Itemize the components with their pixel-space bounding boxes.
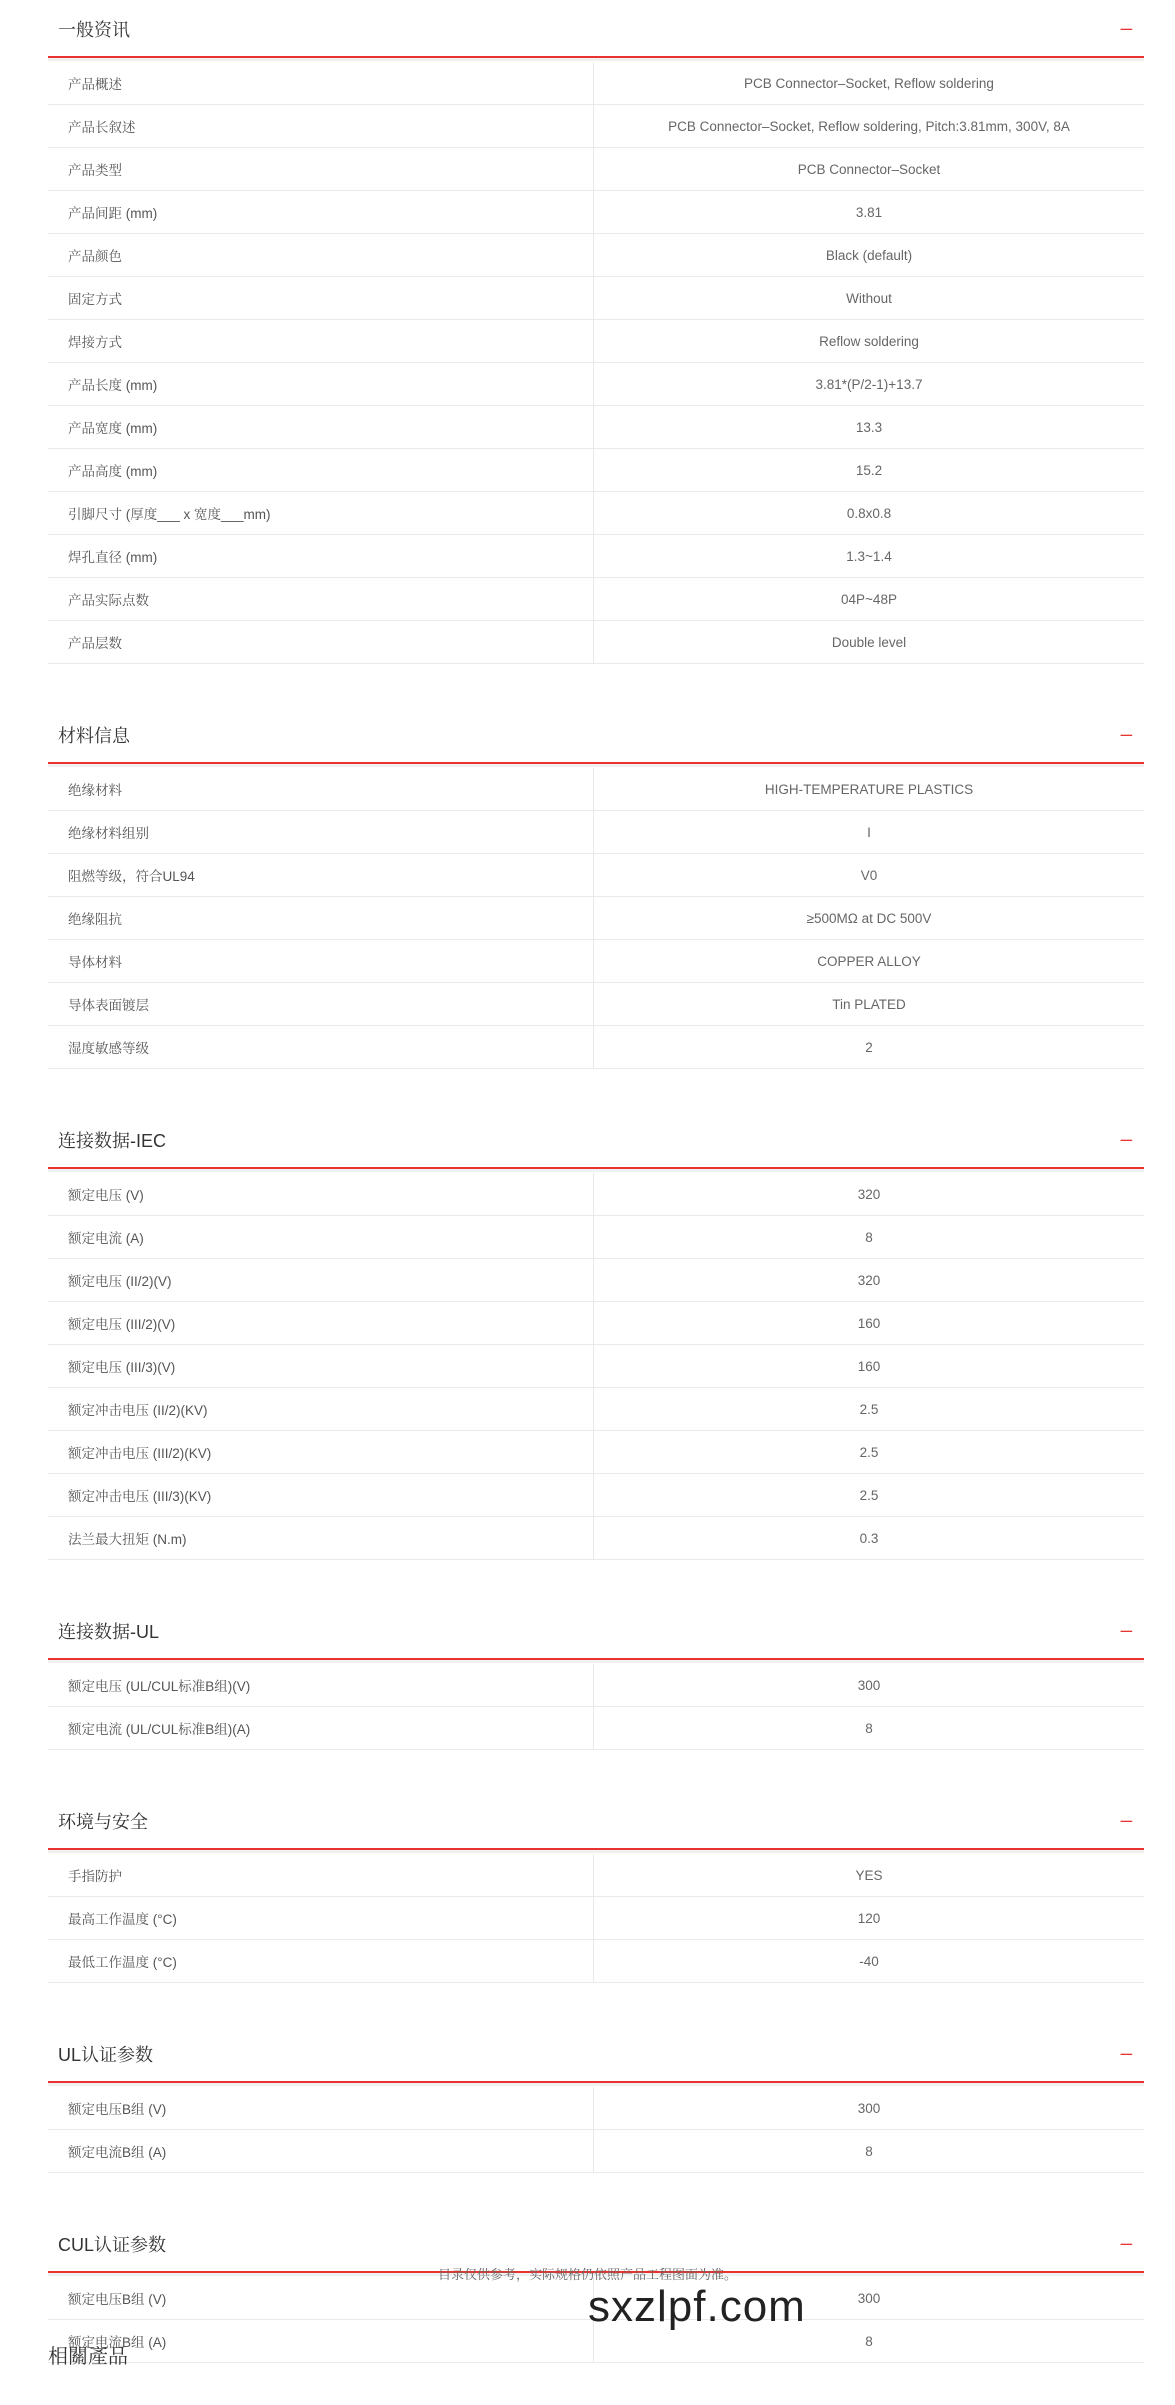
- spec-label: 绝缘材料: [48, 768, 594, 810]
- spec-row: [48, 1302, 1144, 1345]
- spec-value: 120: [857, 1910, 881, 1926]
- spec-row: [48, 1897, 1144, 1940]
- spec-row: [48, 1940, 1144, 1983]
- spec-label: 最低工作温度 (°C): [48, 1940, 594, 1982]
- spec-label: 阻燃等级，符合UL94: [48, 854, 594, 896]
- spec-label: 法兰最大扭矩 (N.m): [48, 1517, 594, 1559]
- collapse-icon[interactable]: _: [1120, 9, 1132, 31]
- related-products-title: 相關產品: [48, 2346, 128, 2368]
- spec-value: 8: [865, 1720, 873, 1736]
- spec-section: [48, 2025, 1144, 2173]
- spec-row: [48, 983, 1144, 1026]
- spec-value: 0.8x0.8: [846, 505, 892, 521]
- spec-row: [48, 449, 1144, 492]
- spec-value: 300: [857, 1677, 881, 1693]
- spec-row: [48, 1854, 1144, 1897]
- spec-section: [48, 0, 1144, 664]
- spec-label: 绝缘阻抗: [48, 897, 594, 939]
- spec-value: 8: [865, 2143, 873, 2159]
- spec-label: 产品间距 (mm): [48, 191, 594, 233]
- spec-row: [48, 1216, 1144, 1259]
- collapse-icon[interactable]: _: [1120, 1801, 1132, 1823]
- spec-row: [48, 277, 1144, 320]
- spec-label: 手指防护: [48, 1854, 594, 1896]
- spec-row: [48, 191, 1144, 234]
- spec-row: [48, 621, 1144, 664]
- spec-row: [48, 897, 1144, 940]
- spec-value: Reflow soldering: [819, 333, 919, 349]
- spec-row: [48, 148, 1144, 191]
- spec-row: [48, 1345, 1144, 1388]
- spec-value: 0.3: [859, 1530, 879, 1546]
- spec-value: 2.5: [859, 1444, 879, 1460]
- spec-label: 额定电压 (UL/CUL标准B组)(V): [48, 1664, 594, 1706]
- spec-row: [48, 1474, 1144, 1517]
- spec-label: 额定电压 (III/3)(V): [48, 1345, 594, 1387]
- spec-row: [48, 1173, 1144, 1216]
- spec-section: [48, 1792, 1144, 1983]
- spec-label: 额定电压B组 (V): [48, 2087, 594, 2129]
- spec-label: 额定电流B组 (A): [48, 2320, 594, 2362]
- spec-value: 2.5: [859, 1401, 879, 1417]
- section-title: CUL认证参数: [58, 2235, 167, 2255]
- spec-row: [48, 1431, 1144, 1474]
- spec-row: [48, 578, 1144, 621]
- spec-value: 160: [857, 1315, 881, 1331]
- spec-row: [48, 1026, 1144, 1069]
- spec-value: 13.3: [855, 419, 883, 435]
- spec-label: 额定电压 (V): [48, 1173, 594, 1215]
- spec-value: PCB Connector–Socket: [797, 161, 941, 177]
- spec-value: Tin PLATED: [832, 996, 906, 1012]
- footer-note: 目录仅供参考，实际规格仍依照产品工程图面为准。: [437, 2267, 737, 2282]
- section-title: UL认证参数: [58, 2045, 154, 2065]
- spec-value: PCB Connector–Socket, Reflow soldering: [744, 75, 994, 91]
- spec-label: 产品宽度 (mm): [48, 406, 594, 448]
- spec-label: 产品类型: [48, 148, 594, 190]
- spec-label: 产品层数: [48, 621, 594, 663]
- spec-row: [48, 62, 1144, 105]
- spec-value: ≥500MΩ at DC 500V: [806, 910, 932, 926]
- spec-value: Double level: [831, 634, 907, 650]
- spec-label: 导体表面镀层: [48, 983, 594, 1025]
- spec-label: 产品概述: [48, 62, 594, 104]
- spec-label: 额定电流B组 (A): [48, 2130, 594, 2172]
- spec-label: 额定电压 (III/2)(V): [48, 1302, 594, 1344]
- spec-label: 湿度敏感等级: [48, 1026, 594, 1068]
- spec-value: 1.3~1.4: [846, 548, 892, 564]
- spec-section: [48, 706, 1144, 1069]
- section-title: 环境与安全: [58, 1812, 148, 1832]
- spec-label: 产品长叙述: [48, 105, 594, 147]
- section-title: 连接数据-IEC: [58, 1131, 166, 1151]
- spec-label: 额定冲击电压 (III/2)(KV): [48, 1431, 594, 1473]
- spec-row: [48, 406, 1144, 449]
- spec-row: [48, 1707, 1144, 1750]
- spec-label: 焊接方式: [48, 320, 594, 362]
- spec-value: HIGH-TEMPERATURE PLASTICS: [764, 781, 974, 797]
- section-header[interactable]: [48, 1792, 1144, 1850]
- spec-label: 额定电压B组 (V): [48, 2277, 594, 2319]
- spec-row: [48, 854, 1144, 897]
- spec-value: Without: [846, 290, 892, 306]
- spec-row: [48, 1517, 1144, 1560]
- section-header[interactable]: [48, 1111, 1144, 1169]
- spec-value: I: [867, 824, 871, 840]
- spec-label: 额定冲击电压 (II/2)(KV): [48, 1388, 594, 1430]
- spec-label: 绝缘材料组别: [48, 811, 594, 853]
- spec-row: [48, 768, 1144, 811]
- collapse-icon[interactable]: _: [1120, 1120, 1132, 1142]
- spec-row: [48, 811, 1144, 854]
- collapse-icon[interactable]: _: [1120, 715, 1132, 737]
- spec-value: V0: [860, 867, 878, 883]
- spec-value: -40: [859, 1953, 879, 1969]
- spec-label: 产品高度 (mm): [48, 449, 594, 491]
- spec-row: [48, 363, 1144, 406]
- spec-row: [48, 1259, 1144, 1302]
- collapse-icon[interactable]: _: [1120, 2034, 1132, 2056]
- section-header[interactable]: [48, 706, 1144, 764]
- spec-label: 产品实际点数: [48, 578, 594, 620]
- spec-label: 额定电流 (UL/CUL标准B组)(A): [48, 1707, 594, 1749]
- spec-value: 300: [857, 2100, 881, 2116]
- spec-label: 最高工作温度 (°C): [48, 1897, 594, 1939]
- spec-section: [48, 1111, 1144, 1560]
- spec-value: 15.2: [855, 462, 883, 478]
- spec-row: [48, 320, 1144, 363]
- spec-label: 引脚尺寸 (厚度___ x 宽度___mm): [48, 492, 594, 534]
- spec-row: [48, 2087, 1144, 2130]
- spec-row: [48, 1388, 1144, 1431]
- spec-value: 160: [857, 1358, 881, 1374]
- spec-label: 额定电压 (II/2)(V): [48, 1259, 594, 1301]
- spec-label: 固定方式: [48, 277, 594, 319]
- spec-value: 3.81*(P/2-1)+13.7: [815, 376, 923, 392]
- watermark-text: sxzlpf.com: [588, 2282, 806, 2331]
- spec-value: 2: [865, 1039, 873, 1055]
- collapse-icon[interactable]: _: [1120, 2224, 1132, 2246]
- spec-label: 导体材料: [48, 940, 594, 982]
- spec-label: 焊孔直径 (mm): [48, 535, 594, 577]
- spec-value: 8: [865, 1229, 873, 1245]
- spec-value: 8: [865, 2333, 873, 2349]
- section-header[interactable]: [48, 1602, 1144, 1660]
- spec-value: YES: [855, 1867, 883, 1883]
- section-title: 一般资讯: [58, 20, 130, 40]
- section-header[interactable]: [48, 0, 1144, 58]
- spec-label: 产品颜色: [48, 234, 594, 276]
- spec-row: [48, 535, 1144, 578]
- spec-value: 04P~48P: [841, 591, 897, 607]
- spec-section: [48, 1602, 1144, 1750]
- spec-label: 额定电流 (A): [48, 1216, 594, 1258]
- spec-row: [48, 234, 1144, 277]
- spec-value: 300: [857, 2290, 881, 2306]
- spec-row: [48, 492, 1144, 535]
- spec-value: 320: [857, 1272, 881, 1288]
- section-header[interactable]: [48, 2025, 1144, 2083]
- section-title: 材料信息: [58, 726, 130, 746]
- spec-value: 320: [857, 1186, 881, 1202]
- spec-row: [48, 940, 1144, 983]
- spec-label: 额定冲击电压 (III/3)(KV): [48, 1474, 594, 1516]
- collapse-icon[interactable]: _: [1120, 1611, 1132, 1633]
- section-title: 连接数据-UL: [58, 1622, 160, 1642]
- spec-value: PCB Connector–Socket, Reflow soldering, Pitch:3.81mm, 300V, 8A: [668, 118, 1070, 134]
- spec-value: COPPER ALLOY: [817, 953, 921, 969]
- spec-value: Black (default): [825, 247, 913, 263]
- spec-value: 3.81: [855, 204, 883, 220]
- spec-row: [48, 1664, 1144, 1707]
- spec-row: [48, 2130, 1144, 2173]
- spec-value: 2.5: [859, 1487, 879, 1503]
- spec-label: 产品长度 (mm): [48, 363, 594, 405]
- spec-sections: [48, 0, 1144, 2405]
- spec-row: [48, 105, 1144, 148]
